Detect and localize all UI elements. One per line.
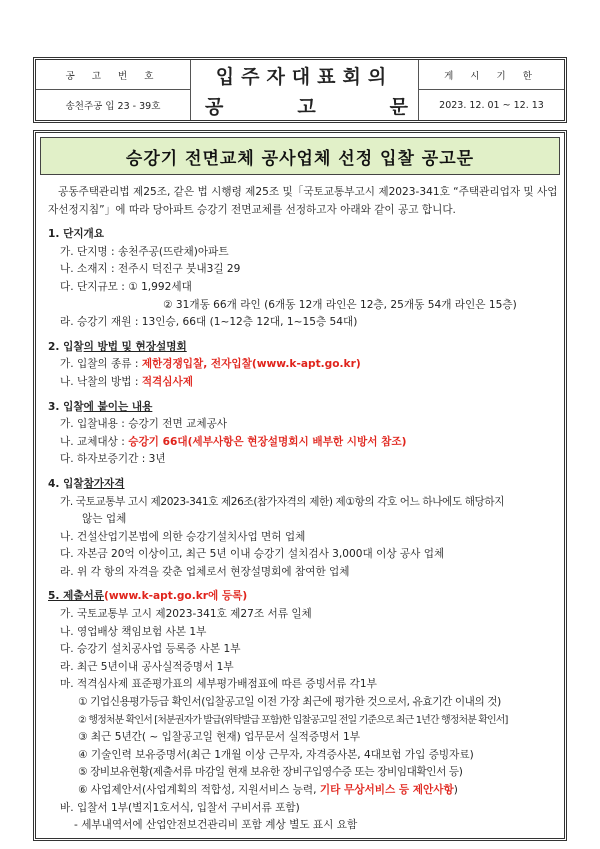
- section-4-heading: [48, 476, 560, 494]
- s2-a-value: 제한경쟁입찰, 전자입찰(www.k-apt.go.kr): [141, 358, 361, 371]
- notice-header-table: [33, 57, 567, 123]
- s5-e-1: ① 기업신용평가등급 확인서(입찰공고일 이전 가장 최근에 평가한 것으로서, 유효기간 이내의 것): [78, 696, 501, 709]
- s5-item-c: 다. 승강기 설치공사업 등록증 사본 1부: [60, 643, 241, 656]
- section-5-heading: [48, 588, 560, 606]
- s1-item-b: 나. 소재지 : 전주시 덕진구 붓내3길 29: [60, 263, 241, 276]
- s4-heading-b: 참가자격: [83, 477, 125, 490]
- s5-e-6-red: 기타 무상서비스 등 제안사항: [319, 784, 454, 796]
- issuer-title: 입주자대표회의: [191, 60, 419, 90]
- s5-item-d: 라. 최근 5년이내 공사실적증명서 1부: [60, 660, 234, 673]
- s5-e-6: [48, 782, 560, 800]
- s4-item-a-cont: 않는 업체: [82, 513, 127, 526]
- notice-word-char-1: 공: [205, 95, 224, 118]
- posting-period-value: 2023. 12. 01 ~ 12. 13: [439, 99, 544, 111]
- notice-main-box: [33, 130, 567, 841]
- s4-item-a: 가. 국토교통부 고시 제2023-341호 제26조(참가자격의 제한) 제①항의 각호 어느 하나에도 해당하지: [60, 495, 505, 508]
- s5-item-f-note: - 세부내역서에 산업안전보건관리비 포함 계상 별도 표시 요함: [74, 819, 358, 832]
- s3-heading-a: 3. 입찰: [48, 400, 84, 413]
- s3-b-value: 승강기 66대(세부사항은 현장설명회시 배부한 시방서 참조): [128, 435, 407, 448]
- s2-heading-a: 2. 입찰: [48, 340, 84, 353]
- posting-period-label: 게 시 기 한: [419, 60, 564, 90]
- s5-item-a: 가. 국토교통부 고시 제2023-341호 제27조 서류 일체: [60, 608, 312, 621]
- section-1-heading: 1. 단지개요: [48, 228, 105, 241]
- s5-e-6-post: ): [453, 784, 458, 796]
- s1-item-d: 라. 승강기 재원 : 13인승, 66대 (1~12층 12대, 1~15층 54대): [60, 316, 358, 329]
- s2-item-a: [48, 356, 560, 374]
- s5-item-f: 바. 입찰서 1부(별지1호서식, 입찰서 구비서류 포함): [60, 801, 300, 814]
- s5-item-e: 마. 적격심사제 표준평가표의 세부평가배점표에 따른 증빙서류 각1부: [60, 678, 377, 691]
- s2-b-label: 나. 낙찰의 방법 :: [60, 375, 142, 388]
- s5-e-5: ⑤ 장비보유현황(제출서류 마감일 현재 보유한 장비구입영수증 또는 장비임대확인서 등): [78, 766, 463, 779]
- s3-heading-b: 에 붙이는 내용: [83, 400, 153, 413]
- s4-item-b: 나. 건설산업기본법에 의한 승강기설치사업 면허 업체: [60, 530, 306, 543]
- s5-e-6-pre: ⑥ 사업제안서(사업계획의 적합성, 지원서비스 능력,: [78, 784, 320, 796]
- document-body: [48, 184, 560, 835]
- s2-heading-b: 의 방법 및 현장설명회: [83, 340, 187, 353]
- s1-item-c2: ② 31개동 66개 라인 (6개동 12개 라인은 12층, 25개동 54개 라인은 15층): [163, 298, 517, 311]
- s2-a-label: 가. 입찰의 종류 :: [60, 358, 142, 371]
- notice-word: [191, 90, 419, 120]
- notice-number-value: 송천주공 입 23 - 39호: [36, 90, 191, 120]
- s5-e-2: ② 행정처분 확인서 [처분권자가 발급(위탁발급 포함)한 입찰공고일 전일 기준으로 최근 1년간 행정처분 확인서]: [78, 714, 508, 726]
- s5-heading-red: (www.k-apt.go.kr에 등록): [104, 590, 248, 603]
- s5-item-b: 나. 영업배상 책임보험 사본 1부: [60, 625, 207, 638]
- s2-item-b: [48, 374, 560, 392]
- s4-item-c: 다. 자본금 20억 이상이고, 최근 5년 이내 승강기 설치검사 3,000대 이상 공사 업체: [60, 548, 445, 561]
- s3-item-c: 다. 하자보증기간 : 3년: [60, 453, 166, 466]
- s3-item-a: 가. 입찰내용 : 승강기 전면 교체공사: [60, 418, 228, 431]
- s3-item-b: [48, 434, 560, 452]
- intro-paragraph: 공동주택관리법 제25조, 같은 법 시행령 제25조 및「국토교통부고시 제2023-341호 “주택관리업자 및 사업자선정지침”」에 따라 당아파트 승강기 전면교체를 선정하고자 아래와 같이 공고 합니다.: [48, 186, 558, 216]
- s5-heading-a: 5. 제출서류: [48, 590, 105, 603]
- section-3-heading: [48, 399, 560, 417]
- s1-item-a: 가. 단지명 : 송천주공(뜨란채)아파트: [60, 245, 229, 258]
- s5-e-4: ④ 기술인력 보유증명서(최근 1개월 이상 근무자, 자격증사본, 4대보험 가입 증빙자료): [78, 748, 474, 761]
- document-title: 승강기 전면교체 공사업체 선정 입찰 공고문: [40, 137, 560, 175]
- notice-word-char-2: 고: [297, 95, 316, 118]
- s2-b-value: 적격심사제: [141, 375, 193, 388]
- s3-b-label: 나. 교체대상 :: [60, 435, 129, 448]
- section-2-heading: [48, 339, 560, 357]
- notice-number-label: 공 고 번 호: [36, 60, 191, 90]
- s1-item-c: 다. 단지규모 : ① 1,992세대: [60, 280, 192, 293]
- s4-heading-a: 4. 입찰: [48, 477, 84, 490]
- notice-word-char-3: 문: [389, 95, 408, 118]
- s5-e-3: ③ 최근 5년간( ~ 입찰공고일 현재) 업무문서 실적증명서 1부: [78, 731, 360, 744]
- s4-item-d: 라. 위 각 항의 자격을 갖춘 업체로서 현장설명회에 참여한 업체: [60, 565, 350, 578]
